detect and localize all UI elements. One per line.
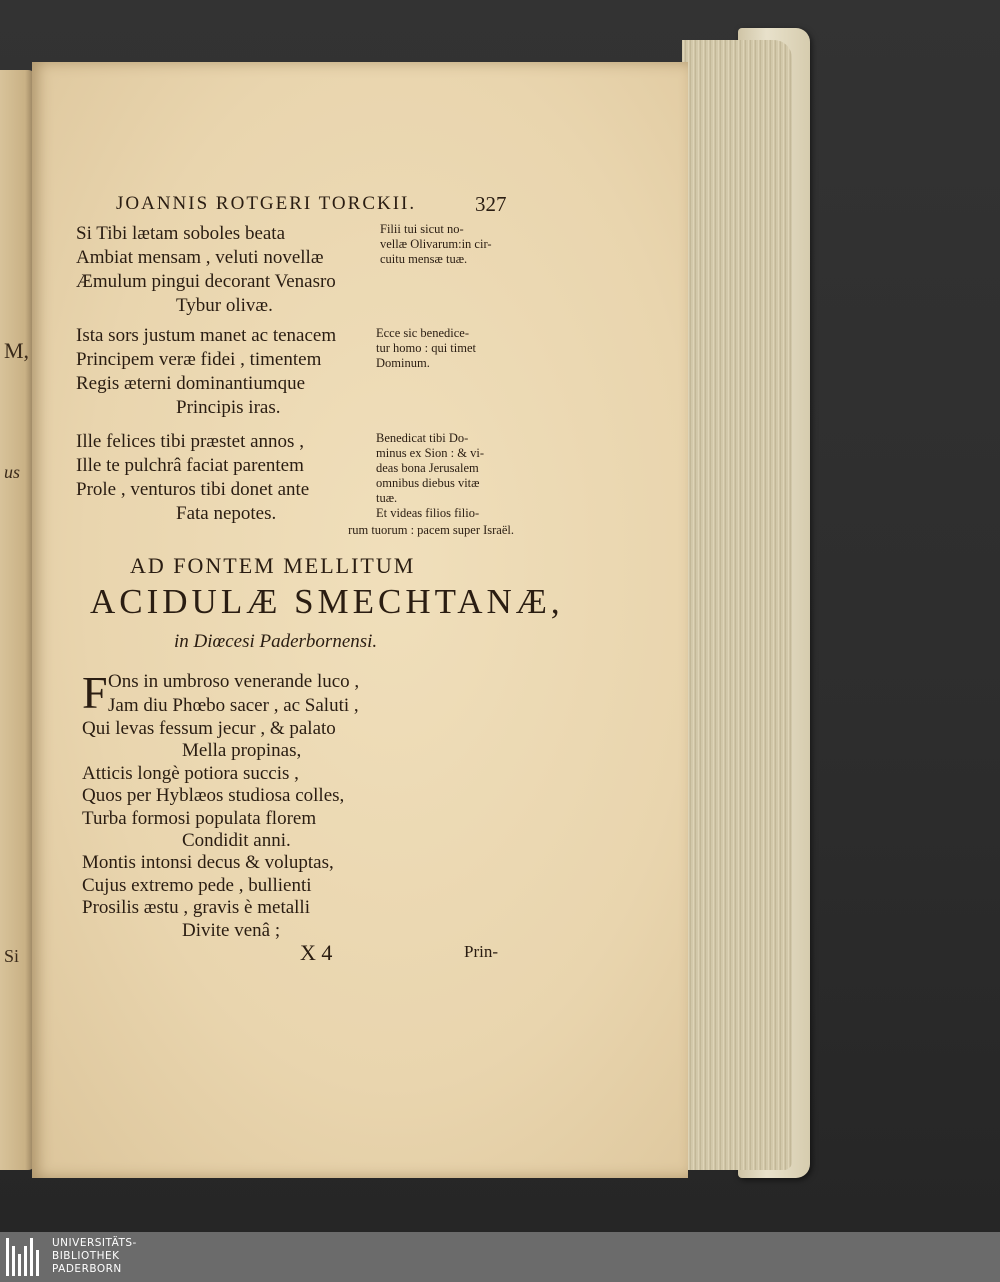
page-fore-edge bbox=[682, 40, 792, 1170]
left-page-fragment: us bbox=[4, 462, 21, 482]
note-line: Filii tui sicut no- bbox=[380, 222, 464, 236]
stanza-3 bbox=[76, 430, 309, 526]
verse-line: Atticis longè potiora succis , bbox=[82, 762, 299, 784]
note-line: cuitu mensæ tuæ. bbox=[380, 252, 468, 266]
note-line: Et videas filios filio- bbox=[376, 506, 480, 520]
note-line: deas bona Jerusalem bbox=[376, 461, 479, 475]
logo-line: BIBLIOTHEK bbox=[52, 1250, 120, 1262]
verse-line: Fata nepotes. bbox=[176, 503, 277, 524]
poem-heading-line-2: ACIDULÆ SMECHTANÆ, bbox=[90, 582, 564, 621]
poem-heading-line-3: in Diœcesi Paderbornensi. bbox=[174, 631, 378, 652]
left-page-fragment: M, bbox=[4, 338, 30, 363]
verse-line: Ille felices tibi præstet annos , bbox=[76, 431, 304, 452]
margin-note-2 bbox=[376, 326, 506, 371]
note-line: Dominum. bbox=[376, 356, 430, 370]
stanza-2 bbox=[76, 324, 336, 420]
margin-note-3-tail: rum tuorum : pacem super Israël. bbox=[348, 523, 514, 537]
logo-line: PADERBORN bbox=[52, 1263, 122, 1275]
library-logo-bar bbox=[0, 1232, 1000, 1282]
facing-page-edge bbox=[0, 70, 36, 1170]
note-line: minus ex Sion : & vi- bbox=[376, 446, 484, 460]
verse-line: Montis intonsi decus & voluptas, bbox=[82, 852, 334, 874]
verse-line: Turba formosi populata florem bbox=[82, 807, 317, 829]
book-page bbox=[32, 62, 688, 1178]
verse-line: Prosilis æstu , gravis è metalli bbox=[82, 897, 310, 919]
verse-line: Qui levas fessum jecur , & palato bbox=[82, 718, 336, 739]
verse-line: Condidit anni. bbox=[182, 830, 291, 852]
left-page-fragment: Si bbox=[4, 946, 20, 966]
verse-line: Ille te pulchrâ faciat parentem bbox=[76, 455, 304, 476]
verse-line: Ista sors justum manet ac tenacem bbox=[76, 325, 337, 346]
verse-line: Ambiat mensam , veluti novellæ bbox=[76, 247, 324, 268]
signature-mark: X 4 bbox=[300, 940, 333, 965]
note-line: omnibus diebus vitæ bbox=[376, 476, 480, 490]
page-number: 327 bbox=[475, 192, 507, 216]
verse-line: Jam diu Phœbo sacer , ac Saluti , bbox=[108, 695, 359, 716]
note-line: Ecce sic benedice- bbox=[376, 326, 469, 340]
note-line: tur homo : qui timet bbox=[376, 341, 476, 355]
verse-line: Tybur olivæ. bbox=[176, 295, 273, 316]
library-logo-text bbox=[52, 1237, 137, 1276]
verse-line: Quos per Hyblæos studiosa colles, bbox=[82, 785, 345, 807]
verse-line: Cujus extremo pede , bullienti bbox=[82, 874, 312, 896]
poem-body bbox=[82, 718, 344, 942]
verse-line: Principem veræ fidei , timentem bbox=[76, 349, 322, 370]
margin-note-1 bbox=[380, 222, 506, 267]
verse-line: Divite venâ ; bbox=[182, 919, 281, 941]
drop-initial: F bbox=[82, 667, 108, 718]
verse-line: Principis iras. bbox=[176, 397, 281, 418]
verse-line: Ons in umbroso venerande luco , bbox=[108, 671, 360, 692]
logo-line: UNIVERSITÄTS- bbox=[52, 1237, 137, 1249]
verse-line: Si Tibi lætam soboles beata bbox=[76, 223, 286, 244]
note-line: vellæ Olivarum:in cir- bbox=[380, 237, 492, 251]
verse-line: Æmulum pingui decorant Venasro bbox=[76, 271, 336, 292]
poem-opening-lines bbox=[108, 670, 359, 718]
note-line: Benedicat tibi Do- bbox=[376, 431, 469, 445]
library-logo-icon bbox=[6, 1238, 46, 1276]
verse-line: Regis æterni dominantiumque bbox=[76, 373, 306, 394]
poem-heading-line-1: AD FONTEM MELLITUM bbox=[130, 553, 416, 578]
running-head: JOANNIS ROTGERI TORCKII. bbox=[116, 193, 417, 214]
note-line: tuæ. bbox=[376, 491, 398, 505]
catchword: Prin- bbox=[464, 942, 498, 961]
verse-line: Mella propinas, bbox=[182, 740, 302, 762]
stanza-1 bbox=[76, 222, 336, 318]
verse-line: Prole , venturos tibi donet ante bbox=[76, 479, 310, 500]
margin-note-3 bbox=[376, 431, 506, 521]
